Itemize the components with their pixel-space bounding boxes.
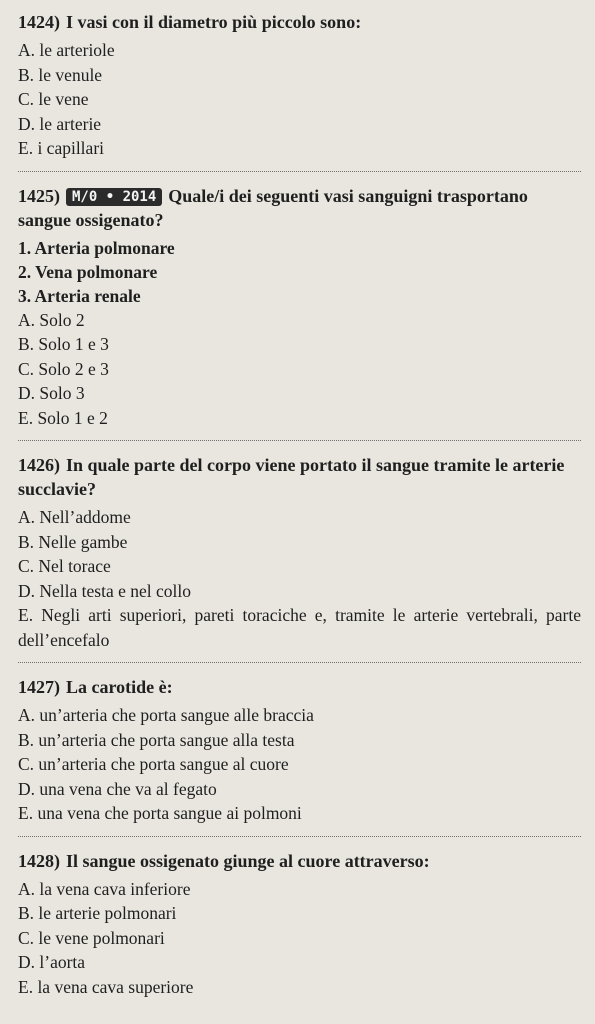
answer-option: C. Solo 2 e 3 bbox=[18, 358, 109, 379]
exam-source-badge: M/0 • 2014 bbox=[66, 188, 162, 206]
answer-option: E. Negli arti superiori, pareti toraciche e, tramite le arterie vertebrali, parte dell’encefalo bbox=[18, 605, 581, 650]
answer-option: D. Solo 3 bbox=[18, 383, 85, 403]
answer-option: B. Nelle gambe bbox=[18, 531, 128, 552]
question-number: 1424) bbox=[18, 12, 60, 32]
answer-option: D. una vena che va al fegato bbox=[18, 778, 217, 799]
question-number: 1427) bbox=[18, 677, 60, 697]
answer-option: B. un’arteria che porta sangue alla testa bbox=[18, 729, 295, 750]
answer-option: A. Nell’addome bbox=[18, 507, 131, 527]
answer-option: C. le vene polmonari bbox=[18, 927, 165, 948]
question-text: Quale/i dei seguenti vasi sanguigni trasportano sangue ossigenato? bbox=[18, 185, 528, 230]
question-1426 bbox=[18, 453, 581, 652]
answer-option: A. Solo 2 bbox=[18, 309, 85, 330]
dotted-divider bbox=[18, 662, 581, 663]
question-heading bbox=[18, 675, 581, 699]
question-number: 1426) bbox=[18, 455, 60, 475]
answer-option: A. le arteriole bbox=[18, 40, 115, 60]
statement-item: 2. Vena polmonare bbox=[18, 261, 158, 282]
answer-option: E. i capillari bbox=[18, 138, 105, 158]
answer-option: E. Solo 1 e 2 bbox=[18, 407, 108, 428]
question-heading bbox=[18, 453, 581, 501]
answer-option: D. l’aorta bbox=[18, 952, 86, 972]
answer-option: D. le arterie bbox=[18, 113, 102, 134]
question-text: I vasi con il diametro più piccolo sono: bbox=[66, 12, 362, 32]
question-text: In quale parte del corpo viene portato il sangue tramite le arterie succlavie? bbox=[18, 455, 565, 499]
question-heading bbox=[18, 184, 581, 232]
question-1424 bbox=[18, 10, 581, 161]
answer-option: C. le vene bbox=[18, 89, 89, 109]
answer-option: C. un’arteria che porta sangue al cuore bbox=[18, 754, 289, 774]
question-text: La carotide è: bbox=[66, 677, 173, 697]
question-1427 bbox=[18, 675, 581, 826]
answer-option: A. la vena cava inferiore bbox=[18, 878, 191, 899]
answer-option: B. le arterie polmonari bbox=[18, 903, 177, 923]
answer-option: E. la vena cava superiore bbox=[18, 976, 194, 997]
dotted-divider bbox=[18, 171, 581, 172]
statement-item: 1. Arteria polmonare bbox=[18, 237, 175, 258]
answer-option: B. le venule bbox=[18, 64, 103, 85]
question-1428 bbox=[18, 849, 581, 1000]
answer-option: E. una vena che porta sangue ai polmoni bbox=[18, 803, 302, 823]
answer-option: A. un’arteria che porta sangue alle braccia bbox=[18, 705, 314, 725]
statement-item: 3. Arteria renale bbox=[18, 285, 141, 306]
answer-option: D. Nella testa e nel collo bbox=[18, 580, 191, 601]
answer-option: C. Nel torace bbox=[18, 556, 111, 576]
question-number: 1425) bbox=[18, 185, 60, 206]
question-number: 1428) bbox=[18, 850, 60, 871]
question-heading bbox=[18, 849, 581, 873]
dotted-divider bbox=[18, 440, 581, 441]
question-1425 bbox=[18, 184, 581, 431]
dotted-divider bbox=[18, 836, 581, 837]
question-heading bbox=[18, 10, 581, 34]
answer-option: B. Solo 1 e 3 bbox=[18, 334, 109, 354]
question-text: Il sangue ossigenato giunge al cuore attraverso: bbox=[66, 850, 430, 871]
